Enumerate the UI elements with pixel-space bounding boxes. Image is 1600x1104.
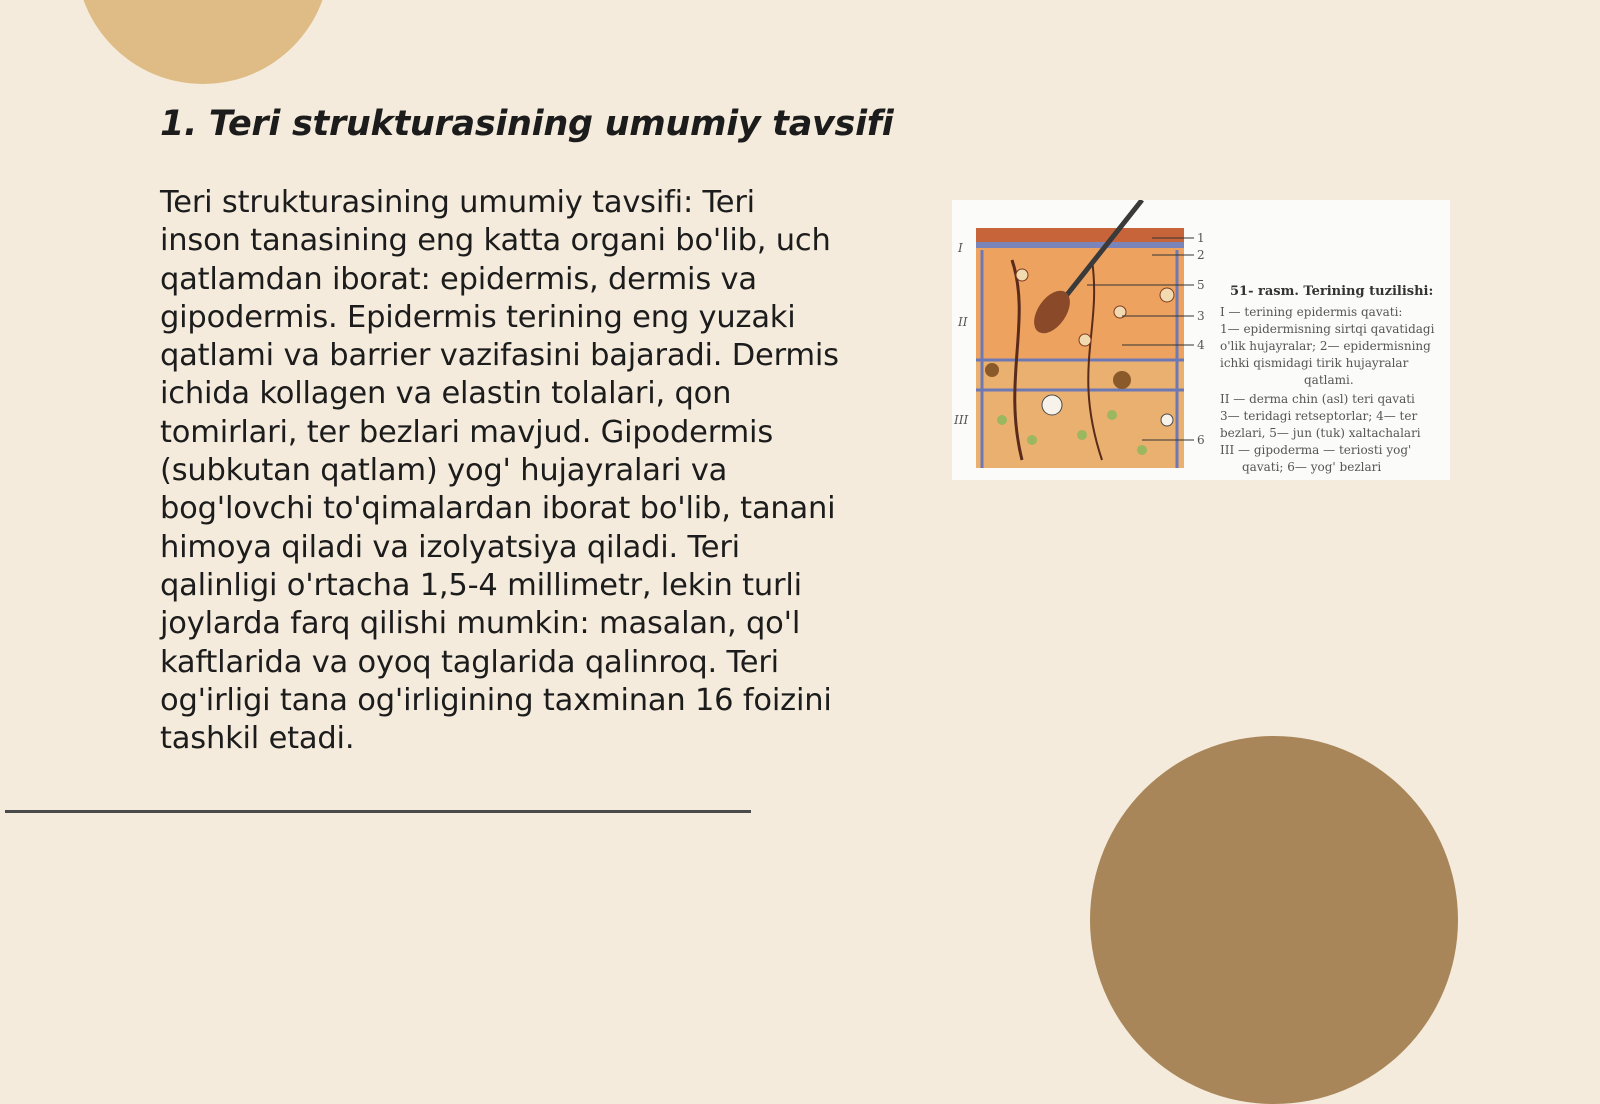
divider-line: [5, 810, 751, 813]
figure-caption-line: ichki qismidagi tirik hujayralar: [1220, 356, 1409, 370]
figure-caption-line: III — gipoderma — teriosti yog': [1220, 443, 1412, 457]
slide-body-text: Teri strukturasining umumiy tavsifi: Teri inson tanasining eng katta organi bo'lib, uch qatlamdan iborat: epidermis, dermis va gipodermis. Epidermis terining eng yuzaki qatlami va barrier vazifasini bajaradi. Dermis ichida kollagen va elastin tolalari, qon tomirlari, ter bezlari mavjud. Gipodermis (subkutan qatlam) yog' hujayralari va bog'lovchi to'qimalardan iborat bo'lib, tanani himoya qiladi va izolyatsiya qiladi. Teri qalinligi o'rtacha 1,5-4 millimetr, lekin turli joylarda farq qilishi mumkin: masalan, qo'l kaftlarida va oyoq taglarida qalinroq. Teri og'irligi tana og'irligining taxminan 16 foizini tashkil etadi.: [160, 185, 839, 757]
figure-caption-line: bezlari, 5— jun (tuk) xaltachalari: [1220, 426, 1421, 440]
slide-title: 1. Teri strukturasining umumiy tavsifi: [160, 104, 894, 144]
figure-caption-line: 3— teridagi retseptorlar; 4— ter: [1220, 409, 1418, 423]
figure-caption-line: II — derma chin (asl) teri qavati: [1220, 392, 1415, 406]
layer-label-i: I: [958, 241, 963, 255]
decorative-circle-top: [76, 0, 330, 84]
figure-caption-line: qavati; 6— yog' bezlari: [1242, 460, 1382, 474]
skin-structure-figure: [952, 200, 1450, 480]
figure-caption-line: I — terining epidermis qavati:: [1220, 305, 1403, 319]
number-label: 3: [1197, 309, 1205, 323]
receptor: [1042, 395, 1062, 415]
layer-label-iii: III: [954, 413, 969, 427]
number-label: 6: [1197, 433, 1205, 447]
decorative-circle-bottom: [1090, 736, 1458, 1104]
figure-caption-line: qatlami.: [1304, 373, 1354, 387]
figure-caption-line: o'lik hujayralar; 2— epidermisning: [1220, 339, 1431, 353]
number-label: 5: [1197, 278, 1205, 292]
skin-diagram: [952, 200, 1450, 480]
number-label: 1: [1197, 231, 1205, 245]
number-label: 4: [1197, 338, 1205, 352]
figure-caption-title: 51- rasm. Terining tuzilishi:: [1230, 284, 1434, 299]
hypodermis-layer: [976, 360, 1184, 468]
layer-label-ii: II: [958, 315, 968, 329]
number-label: 2: [1197, 248, 1205, 262]
figure-caption-line: 1— epidermisning sirtqi qavatidagi: [1220, 322, 1435, 336]
